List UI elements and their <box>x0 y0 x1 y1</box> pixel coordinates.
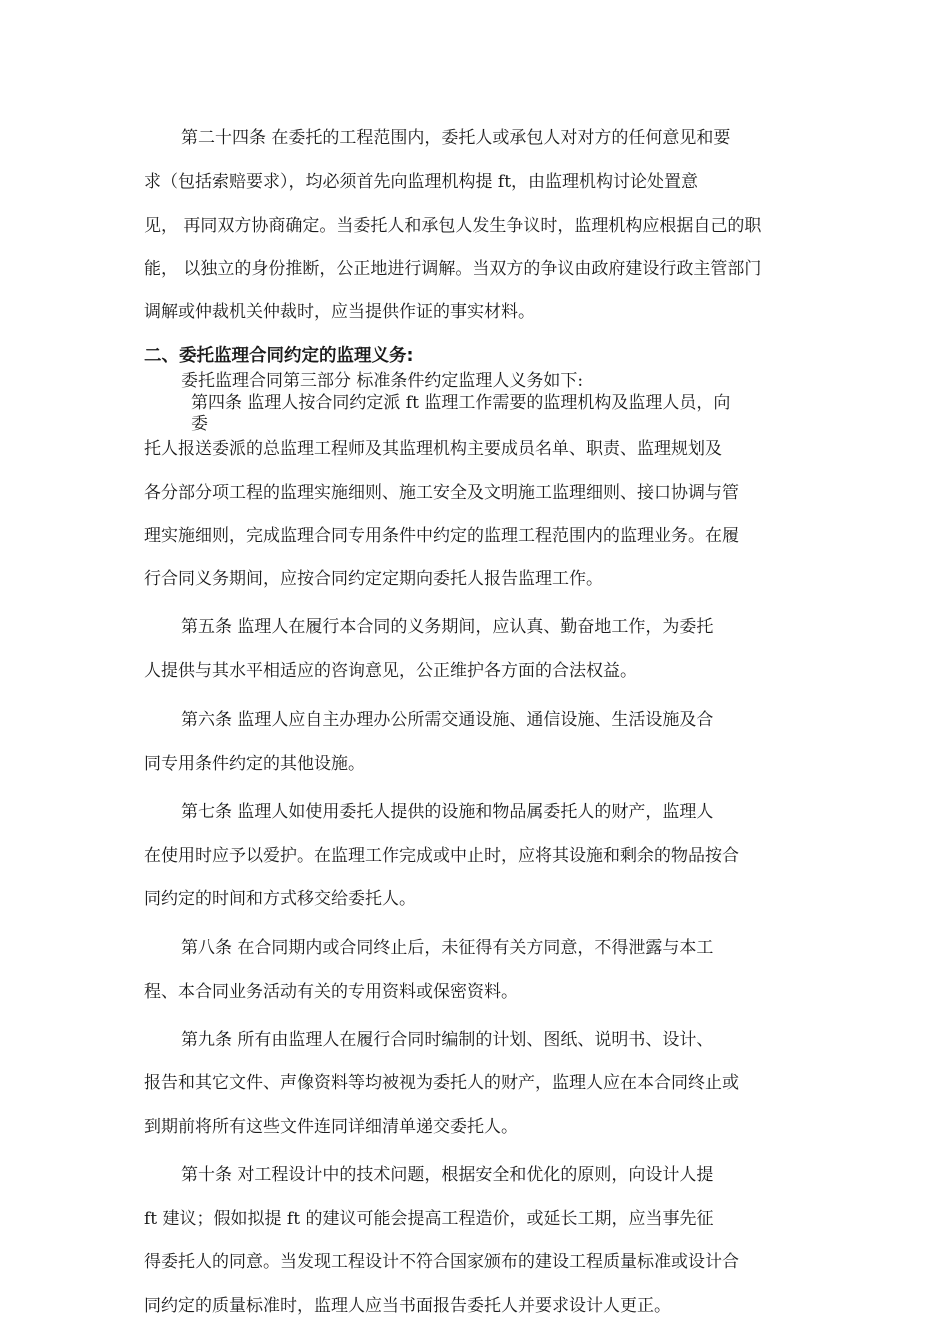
article24-line-5: 调解或仲裁机关仲裁时，应当提供作证的事实材料。 <box>144 302 535 322</box>
article7-line-1: 第七条 监理人如使用委托人提供的设施和物品属委托人的财产，监理人 <box>181 802 714 822</box>
section-heading: 二、委托监理合同约定的监理义务: <box>144 346 414 366</box>
article4-wrap: 委 <box>191 414 208 434</box>
article10-line-3: 得委托人的同意。当发现工程设计不符合国家颁布的建设工程质量标准或设计合 <box>144 1252 739 1272</box>
section-intro: 委托监理合同第三部分 标准条件约定监理人义务如下: <box>181 371 584 391</box>
article9-line-3: 到期前将所有这些文件连同详细清单递交委托人。 <box>144 1117 518 1137</box>
article5-line-2: 人提供与其水平相适应的咨询意见，公正维护各方面的合法权益。 <box>144 661 637 681</box>
article9-line-1: 第九条 所有由监理人在履行合同时编制的计划、图纸、说明书、设计、 <box>181 1030 714 1050</box>
article10-line-2: ft 建议；假如拟提 ft 的建议可能会提高工程造价，或延长工期，应当事先征 <box>144 1209 714 1229</box>
article24-line-3: 见， 再同双方协商确定。当委托人和承包人发生争议时，监理机构应根据自己的职 <box>144 216 762 236</box>
article6-line-1: 第六条 监理人应自主办理办公所需交通设施、通信设施、生活设施及合 <box>181 710 714 730</box>
article10-line-4: 同约定的质量标准时，监理人应当书面报告委托人并要求设计人更正。 <box>144 1296 671 1316</box>
article9-line-2: 报告和其它文件、声像资料等均被视为委托人的财产，监理人应在本合同终止或 <box>144 1073 739 1093</box>
article4-line-1: 第四条 监理人按合同约定派 ft 监理工作需要的监理机构及监理人员，向 <box>191 393 731 413</box>
article5-line-1: 第五条 监理人在履行本合同的义务期间，应认真、勤奋地工作，为委托 <box>181 617 714 637</box>
article8-line-1: 第八条 在合同期内或合同终止后，未征得有关方同意，不得泄露与本工 <box>181 938 714 958</box>
article8-line-2: 程、本合同业务活动有关的专用资料或保密资料。 <box>144 982 518 1002</box>
article7-line-2: 在使用时应予以爱护。在监理工作完成或中止时，应将其设施和剩余的物品按合 <box>144 846 739 866</box>
article4-line-4: 理实施细则，完成监理合同专用条件中约定的监理工程范围内的监理业务。在履 <box>144 526 739 546</box>
article24-line-1: 第二十四条 在委托的工程范围内，委托人或承包人对对方的任何意见和要 <box>181 128 731 148</box>
article24-line-4: 能， 以独立的身份推断，公正地进行调解。当双方的争议由政府建设行政主管部门 <box>144 259 762 279</box>
article7-line-3: 同约定的时间和方式移交给委托人。 <box>144 889 416 909</box>
article4-line-3: 各分部分项工程的监理实施细则、施工安全及文明施工监理细则、接口协调与管 <box>144 483 739 503</box>
article10-line-1: 第十条 对工程设计中的技术问题，根据安全和优化的原则，向设计人提 <box>181 1165 714 1185</box>
article6-line-2: 同专用条件约定的其他设施。 <box>144 754 365 774</box>
article4-line-2: 托人报送委派的总监理工程师及其监理机构主要成员名单、职责、监理规划及 <box>144 439 722 459</box>
article4-line-5: 行合同义务期间，应按合同约定定期向委托人报告监理工作。 <box>144 569 603 589</box>
article24-line-2: 求（包括索赔要求），均必须首先向监理机构提 ft，由监理机构讨论处置意 <box>144 172 699 192</box>
